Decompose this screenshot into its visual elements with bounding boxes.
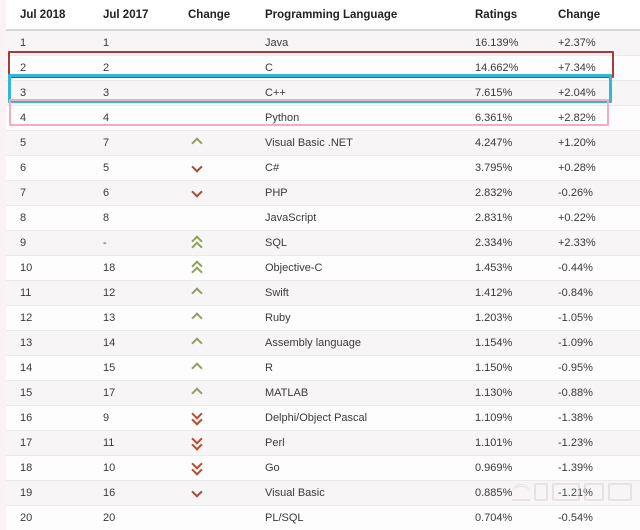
rank-2017-cell: 14: [103, 331, 188, 356]
rank-2018-cell: 18: [6, 456, 103, 481]
change-pct-cell: -1.21%: [558, 481, 640, 506]
ratings-cell: 1.453%: [475, 256, 558, 281]
rank-2017-cell: 9: [103, 406, 188, 431]
change-pct-cell: +0.28%: [558, 156, 640, 181]
change-pct-cell: -0.26%: [558, 181, 640, 206]
rank-change-cell: [188, 156, 265, 181]
rank-2017-cell: 10: [103, 456, 188, 481]
language-cell: C#: [265, 156, 475, 181]
ratings-cell: 1.412%: [475, 281, 558, 306]
column-header-language: Programming Language: [265, 0, 475, 30]
rank-change-cell: [188, 56, 265, 81]
rank-2018-cell: 9: [6, 231, 103, 256]
language-cell: Swift: [265, 281, 475, 306]
change-pct-cell: -0.44%: [558, 256, 640, 281]
table-row: [6, 356, 640, 381]
table-row: [6, 181, 640, 206]
rank-change-cell: [188, 331, 265, 356]
chevron-up-icon: [193, 137, 201, 147]
table-row: [6, 131, 640, 156]
change-pct-cell: -0.95%: [558, 356, 640, 381]
language-cell: Java: [265, 30, 475, 56]
rank-change-cell: [188, 30, 265, 56]
rank-change-cell: [188, 231, 265, 256]
ratings-cell: 3.795%: [475, 156, 558, 181]
table-row: [6, 381, 640, 406]
language-cell: C: [265, 56, 475, 81]
change-pct-cell: -0.84%: [558, 281, 640, 306]
ratings-cell: 1.101%: [475, 431, 558, 456]
rank-2017-cell: 15: [103, 356, 188, 381]
rank-2017-cell: 5: [103, 156, 188, 181]
double-chevron-down-icon: [193, 411, 201, 427]
double-chevron-down-icon: [193, 461, 201, 477]
rank-change-cell: [188, 306, 265, 331]
rank-2018-cell: 5: [6, 131, 103, 156]
table-row: [6, 81, 640, 106]
table-row: [6, 206, 640, 231]
ratings-cell: 2.334%: [475, 231, 558, 256]
column-header-jul-2017: Jul 2017: [103, 0, 188, 30]
change-pct-cell: -0.88%: [558, 381, 640, 406]
ratings-cell: 0.885%: [475, 481, 558, 506]
ratings-cell: 0.969%: [475, 456, 558, 481]
language-cell: PL/SQL: [265, 506, 475, 530]
language-cell: PHP: [265, 181, 475, 206]
change-pct-cell: +1.20%: [558, 131, 640, 156]
rank-2018-cell: 11: [6, 281, 103, 306]
chevron-up-icon: [193, 337, 201, 347]
rank-2018-cell: 3: [6, 81, 103, 106]
change-pct-cell: +2.82%: [558, 106, 640, 131]
ratings-cell: 4.247%: [475, 131, 558, 156]
rank-change-cell: [188, 406, 265, 431]
ratings-cell: 1.154%: [475, 331, 558, 356]
rank-2018-cell: 8: [6, 206, 103, 231]
table-row: [6, 56, 640, 81]
rank-2017-cell: 8: [103, 206, 188, 231]
rank-change-cell: [188, 456, 265, 481]
language-cell: C++: [265, 81, 475, 106]
table-row: [6, 481, 640, 506]
ratings-cell: 16.139%: [475, 30, 558, 56]
ratings-cell: 1.150%: [475, 356, 558, 381]
rank-2017-cell: 7: [103, 131, 188, 156]
language-cell: Visual Basic: [265, 481, 475, 506]
rank-change-cell: [188, 81, 265, 106]
rank-change-cell: [188, 506, 265, 530]
ratings-cell: 2.832%: [475, 181, 558, 206]
chevron-up-icon: [193, 387, 201, 397]
rank-2017-cell: 20: [103, 506, 188, 530]
column-header-jul-2018: Jul 2018: [6, 0, 103, 30]
double-chevron-down-icon: [193, 436, 201, 452]
rank-2017-cell: -: [103, 231, 188, 256]
table-row: [6, 431, 640, 456]
ratings-cell: 7.615%: [475, 81, 558, 106]
language-cell: Perl: [265, 431, 475, 456]
table-row: [6, 306, 640, 331]
rank-2017-cell: 4: [103, 106, 188, 131]
language-cell: MATLAB: [265, 381, 475, 406]
ratings-cell: 1.109%: [475, 406, 558, 431]
change-pct-cell: -0.54%: [558, 506, 640, 530]
change-pct-cell: +2.04%: [558, 81, 640, 106]
chevron-up-icon: [193, 362, 201, 372]
language-cell: Python: [265, 106, 475, 131]
table-row: [6, 281, 640, 306]
rank-2018-cell: 14: [6, 356, 103, 381]
double-chevron-up-icon: [193, 235, 201, 251]
language-cell: Objective-C: [265, 256, 475, 281]
table-row: [6, 406, 640, 431]
rank-change-cell: [188, 256, 265, 281]
rank-2017-cell: 12: [103, 281, 188, 306]
change-pct-cell: +7.34%: [558, 56, 640, 81]
rank-2018-cell: 20: [6, 506, 103, 530]
ratings-cell: 0.704%: [475, 506, 558, 530]
rank-2017-cell: 17: [103, 381, 188, 406]
change-pct-cell: +2.33%: [558, 231, 640, 256]
ratings-cell: 1.203%: [475, 306, 558, 331]
column-header-change-pos: Change: [188, 0, 265, 30]
rank-change-cell: [188, 181, 265, 206]
column-header-ratings: Ratings: [475, 0, 558, 30]
rank-2017-cell: 16: [103, 481, 188, 506]
tiobe-index-table-container: [6, 0, 640, 509]
rank-change-cell: [188, 206, 265, 231]
rank-2018-cell: 17: [6, 431, 103, 456]
table-row: [6, 231, 640, 256]
change-pct-cell: -1.38%: [558, 406, 640, 431]
language-cell: Delphi/Object Pascal: [265, 406, 475, 431]
rank-2018-cell: 2: [6, 56, 103, 81]
rank-change-cell: [188, 131, 265, 156]
language-cell: JavaScript: [265, 206, 475, 231]
rank-2018-cell: 1: [6, 30, 103, 56]
change-pct-cell: -1.23%: [558, 431, 640, 456]
rank-2018-cell: 12: [6, 306, 103, 331]
table-row: [6, 456, 640, 481]
ratings-cell: 2.831%: [475, 206, 558, 231]
rank-2018-cell: 19: [6, 481, 103, 506]
rank-2017-cell: 6: [103, 181, 188, 206]
change-pct-cell: -1.39%: [558, 456, 640, 481]
rank-2018-cell: 6: [6, 156, 103, 181]
rank-2018-cell: 10: [6, 256, 103, 281]
rank-change-cell: [188, 481, 265, 506]
rank-2018-cell: 15: [6, 381, 103, 406]
rank-2017-cell: 2: [103, 56, 188, 81]
table-row: [6, 331, 640, 356]
change-pct-cell: -1.09%: [558, 331, 640, 356]
table-row: [6, 30, 640, 56]
rank-2018-cell: 13: [6, 331, 103, 356]
table-row: [6, 156, 640, 181]
rank-2017-cell: 18: [103, 256, 188, 281]
table-header: [6, 0, 640, 30]
rank-change-cell: [188, 431, 265, 456]
column-header-change-pct: Change: [558, 0, 640, 30]
rank-2017-cell: 1: [103, 30, 188, 56]
rank-2018-cell: 4: [6, 106, 103, 131]
double-chevron-up-icon: [193, 260, 201, 276]
tiobe-index-table: [6, 0, 640, 530]
chevron-down-icon: [193, 164, 201, 174]
rank-2018-cell: 7: [6, 181, 103, 206]
change-pct-cell: +0.22%: [558, 206, 640, 231]
chevron-up-icon: [193, 312, 201, 322]
language-cell: Assembly language: [265, 331, 475, 356]
language-cell: SQL: [265, 231, 475, 256]
change-pct-cell: +2.37%: [558, 30, 640, 56]
rank-change-cell: [188, 356, 265, 381]
table-body: [6, 30, 640, 530]
rank-change-cell: [188, 106, 265, 131]
table-row: [6, 106, 640, 131]
language-cell: Ruby: [265, 306, 475, 331]
rank-2018-cell: 16: [6, 406, 103, 431]
rank-2017-cell: 11: [103, 431, 188, 456]
ratings-cell: 1.130%: [475, 381, 558, 406]
chevron-up-icon: [193, 287, 201, 297]
chevron-down-icon: [193, 189, 201, 199]
rank-2017-cell: 3: [103, 81, 188, 106]
rank-change-cell: [188, 281, 265, 306]
rank-change-cell: [188, 381, 265, 406]
language-cell: R: [265, 356, 475, 381]
language-cell: Visual Basic .NET: [265, 131, 475, 156]
table-row: [6, 256, 640, 281]
ratings-cell: 6.361%: [475, 106, 558, 131]
rank-2017-cell: 13: [103, 306, 188, 331]
chevron-down-icon: [193, 489, 201, 499]
language-cell: Go: [265, 456, 475, 481]
change-pct-cell: -1.05%: [558, 306, 640, 331]
table-row: [6, 506, 640, 530]
ratings-cell: 14.662%: [475, 56, 558, 81]
